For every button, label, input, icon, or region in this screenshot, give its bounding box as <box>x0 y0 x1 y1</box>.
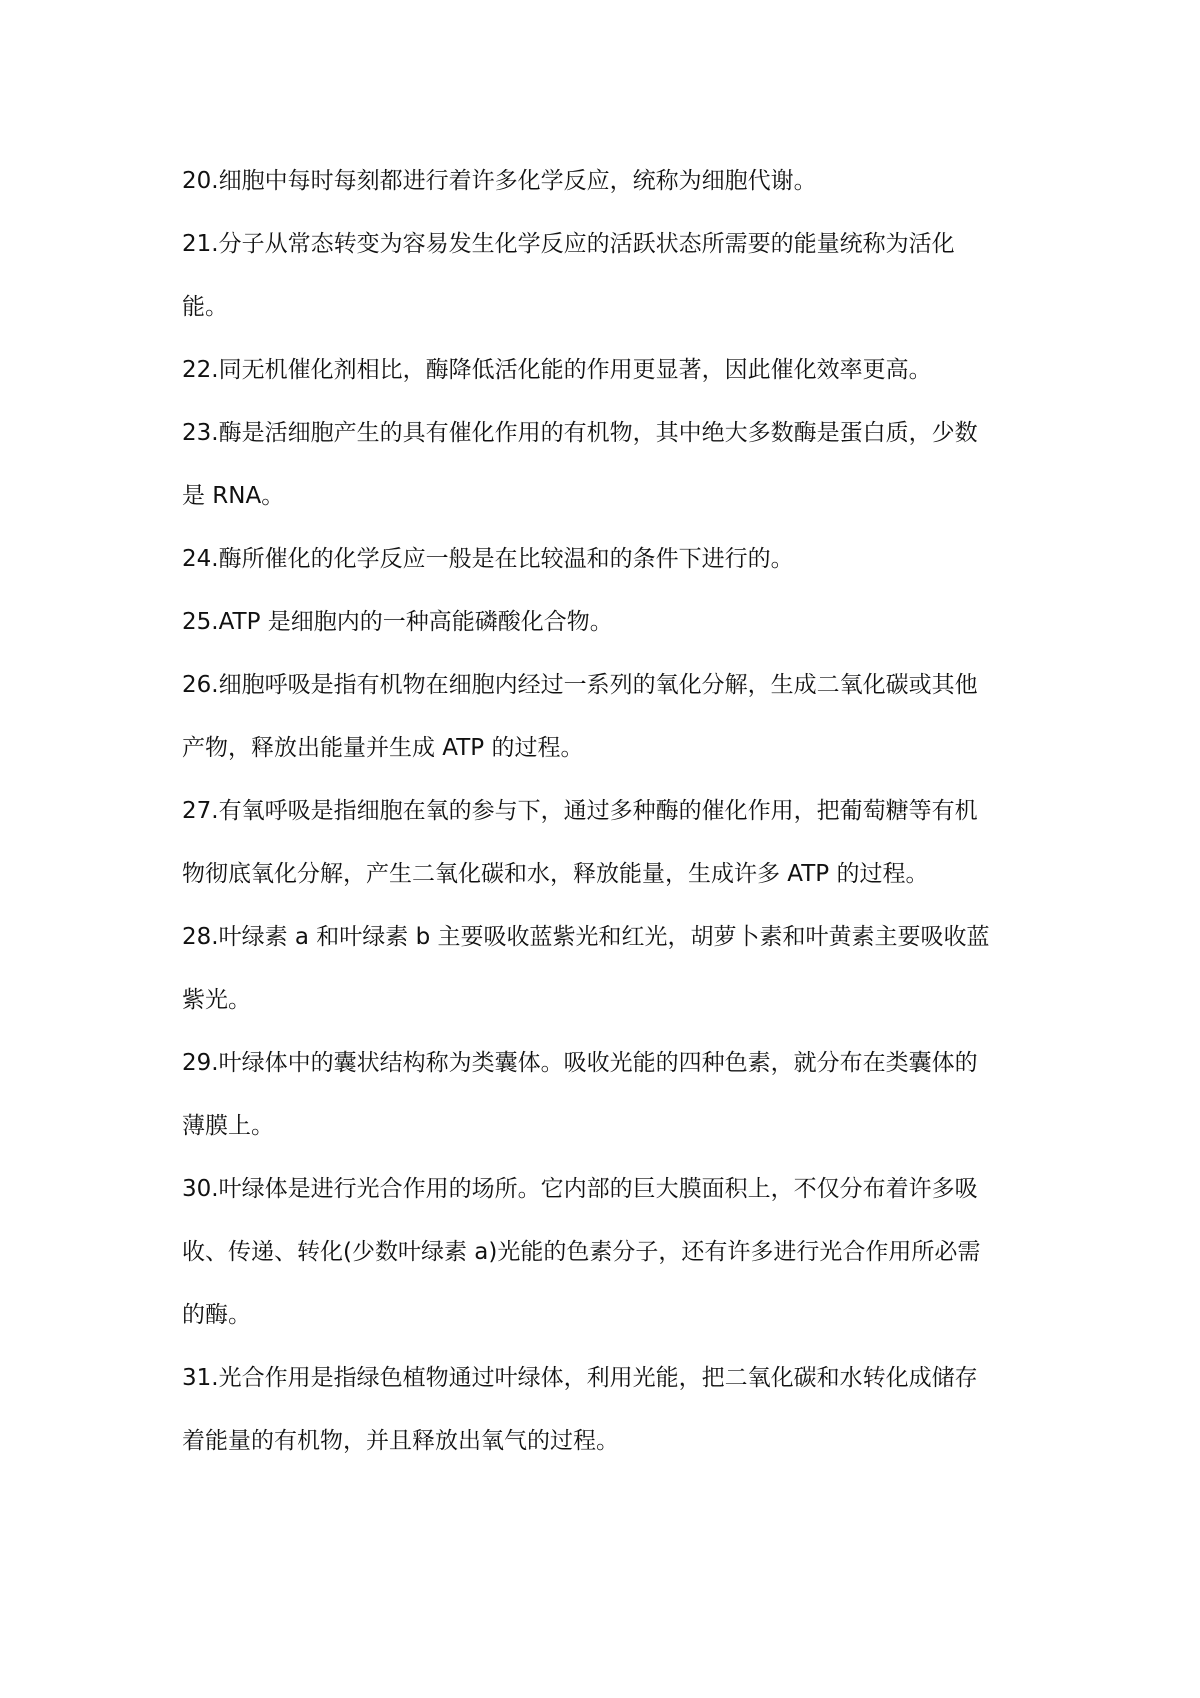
text-line: 23.酶是活细胞产生的具有催化作用的有机物，其中绝大多数酶是蛋白质，少数 <box>182 420 978 446</box>
text-line: 31.光合作用是指绿色植物通过叶绿体，利用光能，把二氧化碳和水转化成储存 <box>182 1365 978 1391</box>
text-line: 紫光。 <box>182 987 251 1013</box>
paragraph-21 <box>182 213 1032 339</box>
paragraph-23 <box>182 402 1032 528</box>
text-line: 是 RNA。 <box>182 483 285 509</box>
paragraph-28 <box>182 906 1032 1032</box>
text-line: 的酶。 <box>182 1302 251 1328</box>
text-line: 25.ATP 是细胞内的一种高能磷酸化合物。 <box>182 609 613 635</box>
paragraph-31 <box>182 1347 1032 1473</box>
paragraph-22 <box>182 339 1032 402</box>
text-line: 26.细胞呼吸是指有机物在细胞内经过一系列的氧化分解，生成二氧化碳或其他 <box>182 672 978 698</box>
document-body <box>182 150 1032 1473</box>
paragraph-20 <box>182 150 1032 213</box>
text-line: 21.分子从常态转变为容易发生化学反应的活跃状态所需要的能量统称为活化 <box>182 231 955 257</box>
paragraph-27 <box>182 780 1032 906</box>
text-line: 29.叶绿体中的囊状结构称为类囊体。吸收光能的四种色素，就分布在类囊体的 <box>182 1050 978 1076</box>
text-line: 24.酶所催化的化学反应一般是在比较温和的条件下进行的。 <box>182 546 794 572</box>
paragraph-30 <box>182 1158 1032 1347</box>
text-line: 薄膜上。 <box>182 1113 274 1139</box>
text-line: 20.细胞中每时每刻都进行着许多化学反应，统称为细胞代谢。 <box>182 168 817 194</box>
text-line: 22.同无机催化剂相比，酶降低活化能的作用更显著，因此催化效率更高。 <box>182 357 932 383</box>
paragraph-24 <box>182 528 1032 591</box>
text-line: 能。 <box>182 294 228 320</box>
paragraph-26 <box>182 654 1032 780</box>
paragraph-29 <box>182 1032 1032 1158</box>
text-line: 27.有氧呼吸是指细胞在氧的参与下，通过多种酶的催化作用，把葡萄糖等有机 <box>182 798 978 824</box>
text-line: 着能量的有机物，并且释放出氧气的过程。 <box>182 1428 619 1454</box>
text-line: 产物，释放出能量并生成 ATP 的过程。 <box>182 735 584 761</box>
text-line: 30.叶绿体是进行光合作用的场所。它内部的巨大膜面积上，不仅分布着许多吸 <box>182 1176 978 1202</box>
paragraph-25 <box>182 591 1032 654</box>
text-line: 物彻底氧化分解，产生二氧化碳和水，释放能量，生成许多 ATP 的过程。 <box>182 861 929 887</box>
text-line: 28.叶绿素 a 和叶绿素 b 主要吸收蓝紫光和红光，胡萝卜素和叶黄素主要吸收蓝 <box>182 924 990 950</box>
text-line: 收、传递、转化(少数叶绿素 a)光能的色素分子，还有许多进行光合作用所必需 <box>182 1239 981 1265</box>
